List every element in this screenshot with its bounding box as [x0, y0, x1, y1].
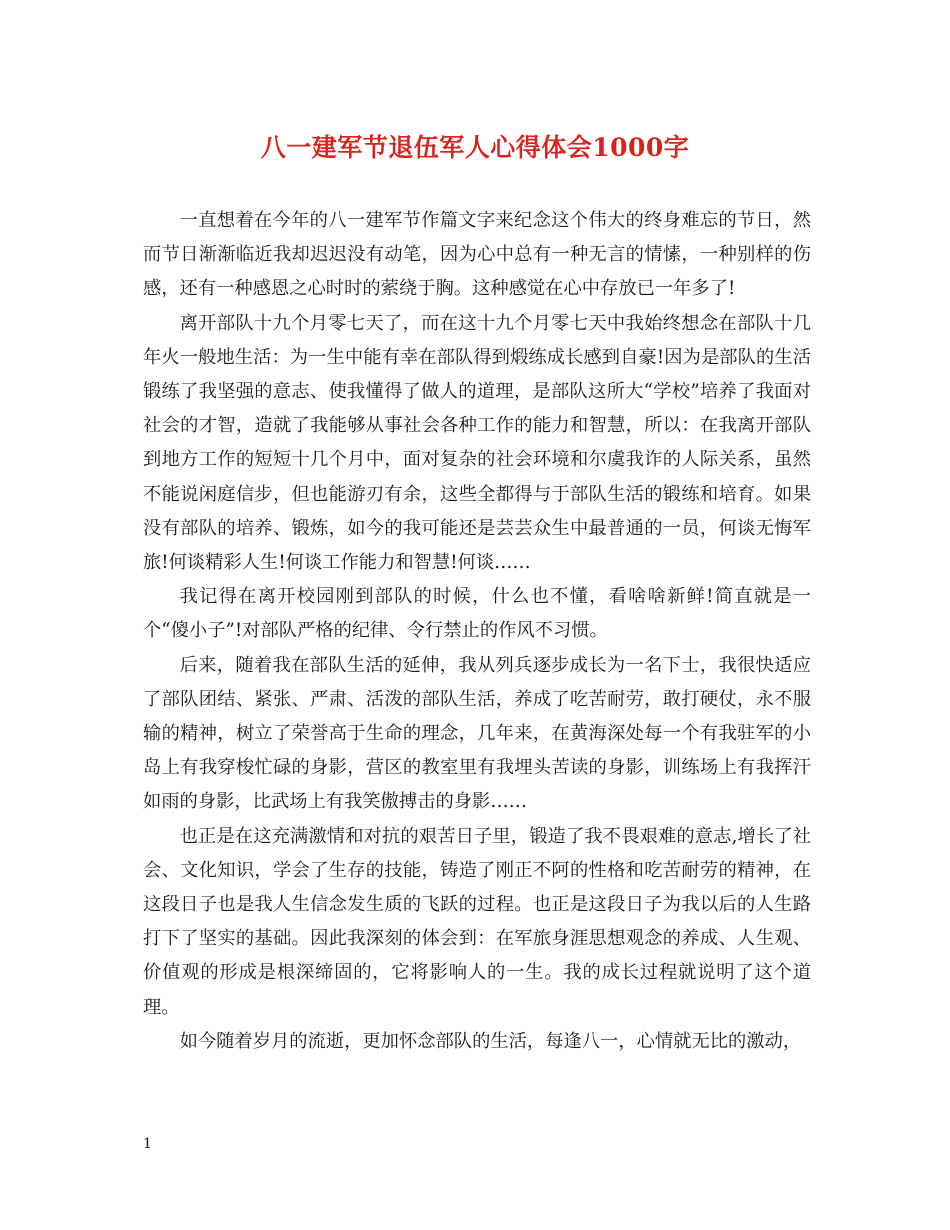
paragraph: 如今随着岁月的流逝，更加怀念部队的生活，每逢八一，心情就无比的激动，: [179, 1030, 802, 1052]
document-body: [143, 204, 811, 1059]
paragraph: 离开部队十九个月零七天了，而在这十九个月零七天中我始终想念在部队十几年火一般地生活：为一生中能有幸在部队得到煅练成长感到自豪!因为是部队的生活锻练了我坚强的意志、使我懂得了做人的道理，是部队这所大“学校”培养了我面对社会的才智，造就了我能够从事社会各种工作的能力和智慧，所以：在我离开部队到地方工作的短短十几个月中，面对复杂的社会环境和尔虞我诈的人际关系，虽然不能说闲庭信步，但也能游刃有余，这些全都得与于部队生活的锻练和培育。如果没有部队的培养、锻炼，如今的我可能还是芸芸众生中最普通的一员，何谈无悔军旅!何谈精彩人生!何谈工作能力和智慧!何谈……: [143, 312, 811, 574]
document-title: 八一建军节退伍军人心得体会1000字: [260, 133, 690, 162]
paragraph: 后来，随着我在部队生活的延伸，我从列兵逐步成长为一名下士，我很快适应了部队团结、紧张、严肃、活泼的部队生活，养成了吃苦耐劳，敢打硬仗，永不服输的精神，树立了荣誉高于生命的理念，几年来，在黄海深处每一个有我驻军的小岛上有我穿梭忙碌的身影，营区的教室里有我埋头苦读的身影，训练场上有我挥汗如雨的身影，比武场上有我笑傲搏击的身影……: [143, 654, 811, 813]
paragraph: 一直想着在今年的八一建军节作篇文字来纪念这个伟大的终身难忘的节日，然而节日渐渐临近我却迟迟没有动笔，因为心中总有一种无言的情愫，一种别样的伤感，还有一种感恩之心时时的萦绕于胸。这种感觉在心中存放已一年多了!: [143, 210, 811, 300]
page-number: 1: [143, 1136, 152, 1152]
paragraph: 我记得在离开校园刚到部队的时候，什么也不懂，看啥啥新鲜!简直就是一个“傻小子”!对部队严格的纪律、令行禁止的作风不习惯。: [143, 586, 811, 642]
paragraph: 也正是在这充满激情和对抗的艰苦日子里，锻造了我不畏艰难的意志,增长了社会、文化知识，学会了生存的技能，铸造了刚正不阿的性格和吃苦耐劳的精神，在这段日子也是我人生信念发生质的飞跃的过程。也正是这段日子为我以后的人生路打下了坚实的基础。因此我深刻的体会到：在军旅身涯思想观念的养成、人生观、价值观的形成是根深缔固的，它将影响人的一生。我的成长过程就说明了这个道理。: [143, 825, 811, 1018]
